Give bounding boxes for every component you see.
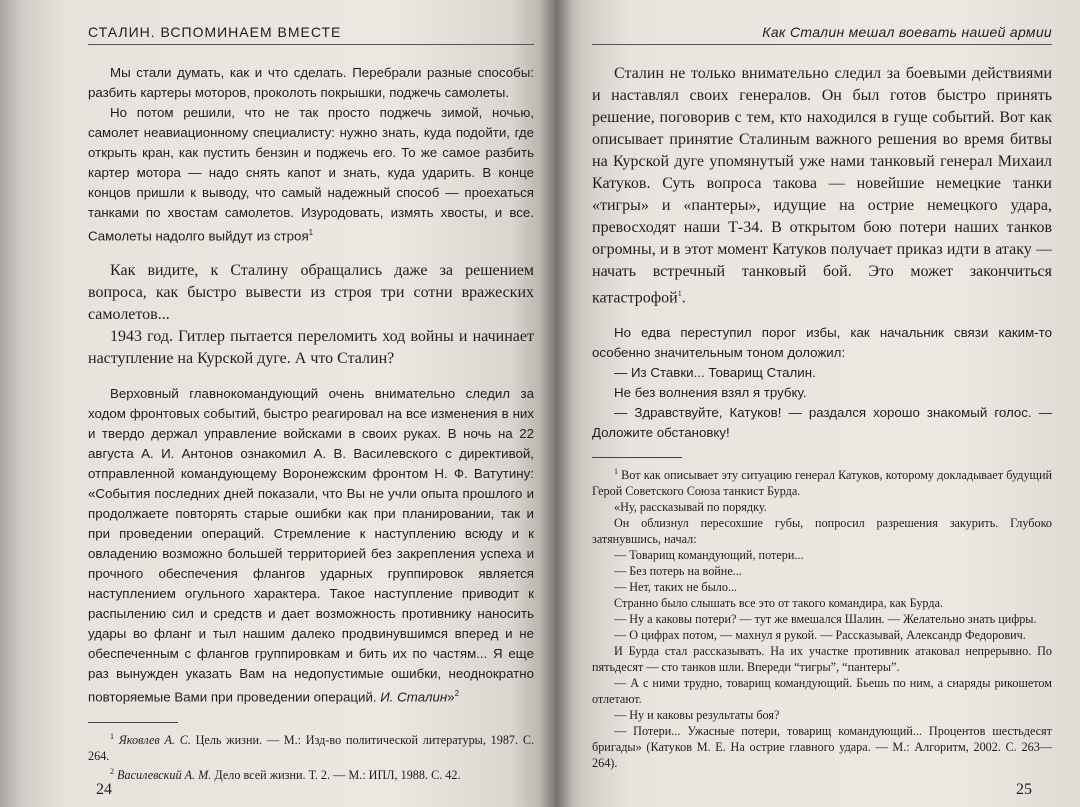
footnote: — Товарищ командующий, потери... (614, 548, 804, 563)
footnote: $^1$ Вот как описывает эту ситуацию генерал Катуков, которому докладывает будущий Герой Советского Союза танкист Бурда. (592, 467, 1052, 499)
running-head-left: СТАЛИН. ВСПОМИНАЕМ ВМЕСТЕ (88, 24, 534, 45)
footnote: «Ну, рассказывай по порядку. (614, 500, 767, 515)
footnote: $^2$ Василевский А. М. Дело всей жизни. Т. 2. — М.: ИПЛ, 1988. С. 42. (110, 766, 461, 782)
footnotes (88, 729, 534, 783)
paragraph: Но едва переступил порог избы, как начальник связи каким-то особенно значительным тоном доложил: (592, 325, 1052, 361)
signature: И. Сталин (380, 689, 448, 705)
book-gutter-shadow (540, 0, 572, 807)
paragraph: — Здравствуйте, Катуков! — раздался хорошо знакомый голос. — Доложите обстановку! (592, 405, 1052, 441)
footnote-ref: 2 (454, 689, 460, 699)
paragraph: Верховный главнокомандующий очень внимательно следил за ходом фронтовых событий, быстро реагировал на все изменения в них и твердо держал управление войсками в своих руках. В ночь на 22 августа А. И. Антонов ознакомил А. В. Василевского с директивой, отправленной командующему Воронежским фронтом Н. Ф. Ватутину: «События последних дней показали, что Вы не учли опыта прошлого и продолжаете повторять старые ошибки как при планировании, так и при проведении операций. Стремление к наступлению всюду и к овладению возможно большей территорией без закрепления успеха и прочного обеспечения флангов ударных группировок является наступлением огульного характера. Такое наступление приводит к распылению сил и средств и дает возможность противнику наносить удары во фланг и тыл нашим далеко продвинувшимся вперед и не обеспеченным с флангов группировкам и бить их по частям... Я еще раз вынужден указать Вам на недопустимые ошибки, неоднократно повторяемые Вами при проведении операций. И. Сталин»$^2$ (88, 386, 534, 705)
paragraph: Не без волнения взял я трубку. (614, 385, 807, 401)
footnote: — Ну и каковы результаты боя? (614, 708, 780, 723)
paragraph: Как видите, к Сталину обращались даже за решением вопроса, как быстро вывести из строя три сотни вражеских самолетов... (88, 262, 534, 324)
author-comment (88, 260, 534, 370)
paragraph: 1943 год. Гитлер пытается переломить ход войны и начинает наступление на Курской дуге. А что Сталин? (88, 328, 534, 368)
paragraph: Мы стали думать, как и что сделать. Перебрали разные способы: разбить картеры моторов, проколоть покрышки, поджечь самолеты. (88, 65, 534, 100)
footnote: — Без потерь на войне... (614, 564, 742, 579)
page-number-right: 25 (1016, 781, 1032, 798)
paragraph: — Из Ставки... Товарищ Сталин. (614, 365, 816, 381)
paragraph: Но потом решили, что не так просто поджечь зимой, ночью, самолет неавиационному специалисту: нужно знать, куда подойти, где открыть кран, как пустить бензин и поджечь его. То же самое разбить картер мотора — надо снять капот и знать, куда ударить. В конце концов пришли к выводу, что самый надежный способ — проехаться танками по хвостам самолетов. Изуродовать, измять хвосты, и все. Самолеты надолго выйдут из строя$^1$ (88, 105, 534, 244)
paragraph: Сталин не только внимательно следил за боевыми действиями и наставлял своих генералов. Он был готов быстро принять решение, поговорив с тем, кто находился в гуще событий. Вот как описывает принятие Сталиным важного решения во время битвы на Курской дуге упомянутый уже нами танковый генерал Михаил Катуков. Суть вопроса такова — новейшие немецкие танки «тигры» и «пантеры», идущие на острие немецкого удара, превосходят наши Т-34. В открытом бою потери наших танков огромны, и в этот момент Катуков получает приказ идти в атаку — начать встречный танковый бой. Это может закончиться катастрофой$^1$. (592, 65, 1052, 307)
page-number-left: 24 (96, 781, 112, 798)
footnote: — А с ними трудно, товарищ командующий. Бьешь по ним, а снаряды рикошетом отлетают. (592, 676, 1052, 707)
right-page (556, 0, 1080, 807)
footnote: — О цифрах потом, — махнул я рукой. — Рассказывай, Александр Федорович. (614, 628, 1026, 643)
footnote: — Ну а каковы потери? — тут же вмешался Шалин. — Желательно знать цифры. (614, 612, 1037, 627)
footnote: Он облизнул пересохшие губы, попросил разрешения закурить. Глубоко затянувшись, начал: (592, 516, 1052, 547)
footnote-ref: 1 (308, 228, 314, 237)
author-comment (592, 63, 1052, 309)
footnote: — Нет, таких не было... (614, 580, 738, 595)
footnote-rule (88, 722, 178, 723)
footnote-rule (592, 457, 682, 458)
footnote: И Бурда стал рассказывать. На их участке противник атаковал непрерывно. По пятьдесят — сто танков шли. Впереди “тигры”, “пантеры”. (592, 644, 1052, 675)
memoir-quote (88, 63, 534, 246)
running-head-right: Как Сталин мешал воевать нашей армии (592, 24, 1052, 45)
footnote: Странно было слышать все это от такого командира, как Бурда. (614, 596, 944, 611)
memoir-quote (592, 323, 1052, 443)
directive-quote (88, 384, 534, 707)
footnote: $^1$ Яковлев А. С. Цель жизни. — М.: Изд-во политической литературы, 1987. С. 264. (88, 731, 534, 763)
footnotes (592, 464, 1052, 771)
footnote-ref: 1 (677, 289, 682, 298)
footnote: — Потери... Ужасные потери, товарищ командующий... Процентов шестьдесят бригады» (Катуков М. Е. На острие главного удара. — М.: Алгоритм, 2002. С. 263—264). (592, 724, 1052, 771)
